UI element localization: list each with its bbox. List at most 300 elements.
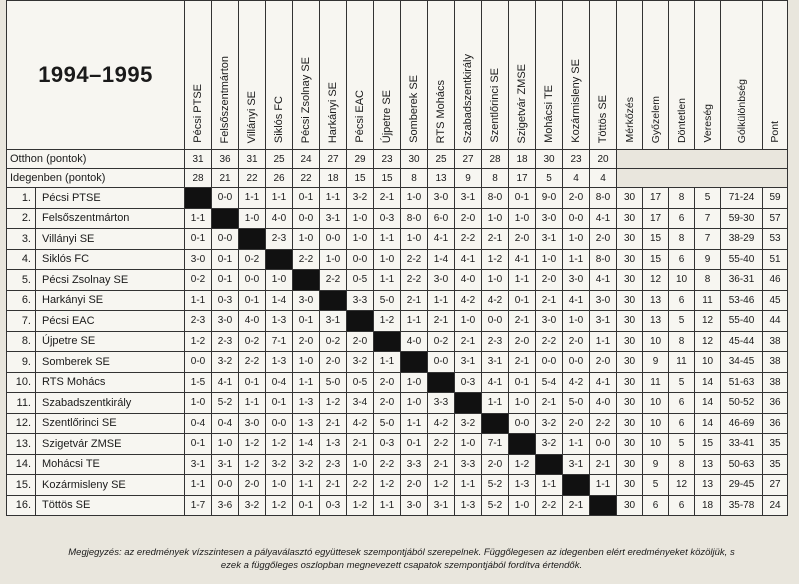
rank-cell: 4. — [7, 249, 36, 270]
stat-cell: 6 — [669, 290, 695, 311]
stat-cell: 14 — [695, 372, 721, 393]
stat-cell: 30 — [617, 413, 643, 434]
diagonal-cell — [455, 393, 482, 414]
stat-cell: 15 — [643, 249, 669, 270]
stat-cell: 30 — [617, 393, 643, 414]
result-cell: 2-0 — [455, 208, 482, 229]
table-row — [7, 331, 788, 352]
result-cell: 0-3 — [320, 495, 347, 516]
result-cell: 0-1 — [293, 188, 320, 209]
result-cell: 1-1 — [482, 393, 509, 414]
team-name-cell: Szabadszentkirály — [36, 393, 185, 414]
result-cell: 4-0 — [401, 331, 428, 352]
stat-cell: 30 — [617, 372, 643, 393]
result-cell: 1-0 — [293, 229, 320, 250]
result-cell: 1-1 — [374, 495, 401, 516]
result-cell: 2-1 — [590, 454, 617, 475]
result-cell: 0-1 — [293, 311, 320, 332]
result-cell: 6-0 — [428, 208, 455, 229]
result-cell: 1-5 — [185, 372, 212, 393]
column-header-team — [239, 1, 266, 150]
result-cell: 1-0 — [509, 393, 536, 414]
away-points-cell: 13 — [428, 169, 455, 188]
diagonal-cell — [482, 413, 509, 434]
result-cell: 1-1 — [185, 475, 212, 496]
team-name-cell: Somberek SE — [36, 352, 185, 373]
stat-cell: 53 — [763, 229, 788, 250]
result-cell: 1-2 — [320, 393, 347, 414]
result-cell: 1-2 — [374, 311, 401, 332]
column-header-team-label: Töttös SE — [597, 94, 609, 143]
column-header-team — [374, 1, 401, 150]
result-cell: 0-0 — [563, 352, 590, 373]
result-cell: 0-1 — [212, 270, 239, 291]
stat-cell: 5 — [643, 475, 669, 496]
column-header-team — [401, 1, 428, 150]
result-cell: 0-3 — [374, 434, 401, 455]
table-row — [7, 188, 788, 209]
result-cell: 3-0 — [239, 413, 266, 434]
result-cell: 3-0 — [428, 270, 455, 291]
stat-cell: 27 — [763, 475, 788, 496]
stat-cell: 51 — [763, 249, 788, 270]
result-cell: 1-2 — [428, 475, 455, 496]
stat-cell: 8 — [669, 188, 695, 209]
stat-cell: 59-30 — [721, 208, 763, 229]
stat-cell: 5 — [669, 311, 695, 332]
result-cell: 1-2 — [185, 331, 212, 352]
stat-cell: 30 — [617, 229, 643, 250]
stat-cell: 15 — [643, 229, 669, 250]
column-header-team — [347, 1, 374, 150]
result-cell: 1-0 — [455, 434, 482, 455]
result-cell: 2-3 — [185, 311, 212, 332]
result-cell: 0-1 — [185, 434, 212, 455]
column-header-stat — [643, 1, 669, 150]
stat-cell: 46 — [763, 270, 788, 291]
result-cell: 0-0 — [266, 413, 293, 434]
result-cell: 4-0 — [455, 270, 482, 291]
stat-cell: 30 — [617, 249, 643, 270]
table-row — [7, 270, 788, 291]
stat-cell: 10 — [643, 434, 669, 455]
result-cell: 0-1 — [185, 229, 212, 250]
column-header-stat-label: Pont — [769, 121, 781, 143]
result-cell: 0-0 — [320, 229, 347, 250]
column-header-team-label: Újpetre SE — [381, 89, 393, 143]
rank-cell: 2. — [7, 208, 36, 229]
empty-area — [617, 150, 788, 169]
result-cell: 9-0 — [536, 188, 563, 209]
result-cell: 1-3 — [320, 434, 347, 455]
result-cell: 7-1 — [482, 434, 509, 455]
result-cell: 1-0 — [212, 434, 239, 455]
result-cell: 5-2 — [482, 475, 509, 496]
team-name-cell: Kozármisleny SE — [36, 475, 185, 496]
away-points-cell: 8 — [401, 169, 428, 188]
column-header-stat — [695, 1, 721, 150]
diagonal-cell — [401, 352, 428, 373]
column-header-team-label: Felsőszentmárton — [219, 55, 231, 143]
result-cell: 1-4 — [428, 249, 455, 270]
table-row — [7, 413, 788, 434]
result-cell: 5-0 — [320, 372, 347, 393]
column-header-team — [320, 1, 347, 150]
result-cell: 0-1 — [293, 495, 320, 516]
result-cell: 1-1 — [401, 311, 428, 332]
result-cell: 4-2 — [428, 413, 455, 434]
column-header-team-label: Pécsi EAC — [354, 90, 366, 143]
result-cell: 2-1 — [509, 311, 536, 332]
stat-cell: 38 — [763, 352, 788, 373]
table-row — [7, 495, 788, 516]
table-row — [7, 229, 788, 250]
result-cell: 0-3 — [212, 290, 239, 311]
stat-cell: 6 — [669, 393, 695, 414]
diagonal-cell — [509, 434, 536, 455]
stat-cell: 24 — [763, 495, 788, 516]
stat-cell: 11 — [643, 372, 669, 393]
result-cell: 3-2 — [212, 352, 239, 373]
result-cell: 4-2 — [563, 372, 590, 393]
result-cell: 4-0 — [266, 208, 293, 229]
result-cell: 2-2 — [320, 270, 347, 291]
stat-cell: 10 — [669, 270, 695, 291]
result-cell: 1-1 — [293, 475, 320, 496]
column-header-stat-label: Gólkülönbség — [735, 78, 748, 143]
result-cell: 2-1 — [320, 475, 347, 496]
rank-cell: 10. — [7, 372, 36, 393]
result-cell: 2-0 — [293, 331, 320, 352]
result-cell: 1-1 — [293, 372, 320, 393]
rank-cell: 16. — [7, 495, 36, 516]
result-cell: 3-1 — [455, 352, 482, 373]
stat-cell: 9 — [695, 249, 721, 270]
result-cell: 2-0 — [320, 352, 347, 373]
result-cell: 1-1 — [509, 270, 536, 291]
away-points-cell: 8 — [482, 169, 509, 188]
result-cell: 0-0 — [293, 208, 320, 229]
stat-cell: 10 — [643, 331, 669, 352]
result-cell: 0-5 — [347, 372, 374, 393]
result-cell: 3-1 — [320, 311, 347, 332]
result-cell: 2-0 — [563, 331, 590, 352]
result-cell: 4-2 — [347, 413, 374, 434]
result-cell: 1-0 — [347, 454, 374, 475]
home-points-cell: 30 — [401, 150, 428, 169]
rank-cell: 6. — [7, 290, 36, 311]
result-cell: 8-0 — [482, 188, 509, 209]
stat-cell: 30 — [617, 331, 643, 352]
stat-cell: 17 — [643, 208, 669, 229]
diagonal-cell — [320, 290, 347, 311]
column-header-team — [590, 1, 617, 150]
away-points-label: Idegenben (pontok) — [7, 169, 185, 188]
result-cell: 2-1 — [428, 311, 455, 332]
home-points-cell: 31 — [239, 150, 266, 169]
result-cell: 1-1 — [320, 188, 347, 209]
team-name-cell: Pécsi EAC — [36, 311, 185, 332]
diagonal-cell — [266, 249, 293, 270]
result-cell: 2-0 — [590, 352, 617, 373]
result-cell: 2-0 — [536, 270, 563, 291]
stat-cell: 36-31 — [721, 270, 763, 291]
stat-cell: 13 — [695, 454, 721, 475]
away-points-cell: 22 — [293, 169, 320, 188]
result-cell: 2-3 — [482, 331, 509, 352]
result-cell: 3-1 — [590, 311, 617, 332]
result-cell: 2-1 — [374, 188, 401, 209]
stat-cell: 30 — [617, 208, 643, 229]
result-cell: 0-2 — [428, 331, 455, 352]
stat-cell: 12 — [695, 311, 721, 332]
stat-cell: 6 — [669, 208, 695, 229]
result-cell: 4-1 — [563, 290, 590, 311]
result-cell: 1-1 — [563, 434, 590, 455]
stat-cell: 30 — [617, 188, 643, 209]
away-points-cell: 17 — [509, 169, 536, 188]
result-cell: 0-0 — [239, 270, 266, 291]
result-cell: 8-0 — [590, 188, 617, 209]
result-cell: 3-2 — [293, 454, 320, 475]
stat-cell: 8 — [669, 331, 695, 352]
result-cell: 4-1 — [428, 229, 455, 250]
result-cell: 1-0 — [293, 352, 320, 373]
stat-cell: 71-24 — [721, 188, 763, 209]
result-cell: 8-0 — [590, 249, 617, 270]
result-cell: 0-0 — [212, 475, 239, 496]
result-cell: 2-2 — [536, 495, 563, 516]
table-row — [7, 434, 788, 455]
table-row — [7, 393, 788, 414]
stat-cell: 12 — [669, 475, 695, 496]
result-cell: 0-4 — [212, 413, 239, 434]
column-header-team — [455, 1, 482, 150]
column-header-team-label: Harkányi SE — [327, 81, 339, 143]
rank-cell: 14. — [7, 454, 36, 475]
result-cell: 0-1 — [239, 290, 266, 311]
home-points-cell: 24 — [293, 150, 320, 169]
empty-area — [617, 169, 788, 188]
result-cell: 1-2 — [374, 475, 401, 496]
result-cell: 1-3 — [455, 495, 482, 516]
footnote-line-1: Megjegyzés: az eredmények vízszintesen a pályaválasztó együttesek szempontjából szerepelnek. Függőlegesen az idegenben elért eredményeket közöljük, s — [68, 547, 735, 558]
result-cell: 2-2 — [293, 249, 320, 270]
result-cell: 2-1 — [509, 352, 536, 373]
stat-cell: 5 — [669, 372, 695, 393]
stat-cell: 10 — [643, 393, 669, 414]
result-cell: 1-0 — [482, 208, 509, 229]
result-cell: 2-0 — [374, 393, 401, 414]
home-points-label: Otthon (pontok) — [7, 150, 185, 169]
result-cell: 1-1 — [374, 352, 401, 373]
result-cell: 2-2 — [347, 475, 374, 496]
stat-cell: 45-44 — [721, 331, 763, 352]
team-name-cell: Felsőszentmárton — [36, 208, 185, 229]
home-points-cell: 31 — [185, 150, 212, 169]
result-cell: 3-0 — [536, 208, 563, 229]
result-cell: 1-0 — [401, 393, 428, 414]
away-points-cell: 9 — [455, 169, 482, 188]
result-cell: 0-0 — [212, 229, 239, 250]
result-cell: 0-4 — [185, 413, 212, 434]
result-cell: 2-0 — [509, 229, 536, 250]
stat-cell: 13 — [643, 311, 669, 332]
result-cell: 2-1 — [563, 495, 590, 516]
home-points-cell: 28 — [482, 150, 509, 169]
result-cell: 3-0 — [401, 495, 428, 516]
diagonal-cell — [536, 454, 563, 475]
home-points-cell: 23 — [563, 150, 590, 169]
stat-cell: 34-45 — [721, 352, 763, 373]
stat-cell: 50-63 — [721, 454, 763, 475]
result-cell: 1-4 — [266, 290, 293, 311]
result-cell: 2-1 — [455, 331, 482, 352]
result-cell: 3-2 — [536, 413, 563, 434]
result-cell: 3-3 — [455, 454, 482, 475]
stat-cell: 30 — [617, 352, 643, 373]
column-header-team-label: Szentlőrinci SE — [489, 68, 501, 143]
diagonal-cell — [293, 270, 320, 291]
result-cell: 1-2 — [239, 454, 266, 475]
stat-cell: 35-78 — [721, 495, 763, 516]
stat-cell: 33-41 — [721, 434, 763, 455]
result-cell: 4-1 — [590, 208, 617, 229]
team-name-cell: Siklós FC — [36, 249, 185, 270]
table-row — [7, 372, 788, 393]
result-cell: 1-0 — [509, 208, 536, 229]
table-row — [7, 290, 788, 311]
result-cell: 1-2 — [266, 495, 293, 516]
column-header-stat-label: Mérkőzés — [623, 97, 636, 143]
stat-cell: 8 — [669, 229, 695, 250]
result-cell: 3-3 — [428, 393, 455, 414]
result-cell: 2-2 — [536, 331, 563, 352]
result-cell: 2-1 — [401, 290, 428, 311]
result-cell: 1-2 — [239, 434, 266, 455]
result-cell: 2-2 — [428, 434, 455, 455]
column-header-team — [536, 1, 563, 150]
result-cell: 0-2 — [239, 331, 266, 352]
table-row — [7, 249, 788, 270]
stat-cell: 5 — [695, 188, 721, 209]
result-cell: 2-0 — [374, 372, 401, 393]
result-cell: 1-0 — [347, 229, 374, 250]
rank-cell: 13. — [7, 434, 36, 455]
stat-cell: 13 — [643, 290, 669, 311]
column-header-team-label: Pécsi Zsolnay SE — [300, 56, 312, 143]
result-cell: 2-1 — [482, 229, 509, 250]
team-name-cell: RTS Mohács — [36, 372, 185, 393]
stat-cell: 9 — [643, 352, 669, 373]
team-name-cell: Pécsi PTSE — [36, 188, 185, 209]
result-cell: 3-1 — [428, 495, 455, 516]
result-cell: 2-2 — [455, 229, 482, 250]
result-cell: 0-2 — [185, 270, 212, 291]
result-cell: 1-1 — [239, 393, 266, 414]
result-cell: 2-0 — [509, 331, 536, 352]
stat-cell: 8 — [669, 454, 695, 475]
result-cell: 3-1 — [185, 454, 212, 475]
stat-cell: 7 — [695, 229, 721, 250]
result-cell: 0-0 — [563, 208, 590, 229]
column-header-team-label: Mohácsi TE — [543, 85, 555, 143]
column-header-team-label: Szigetvár ZMSE — [516, 63, 528, 143]
result-cell: 0-3 — [455, 372, 482, 393]
away-points-cell: 15 — [374, 169, 401, 188]
diagonal-cell — [374, 331, 401, 352]
column-header-team — [266, 1, 293, 150]
results-table — [6, 0, 788, 516]
result-cell: 1-0 — [401, 372, 428, 393]
stat-cell: 6 — [669, 249, 695, 270]
stat-cell: 36 — [763, 413, 788, 434]
result-cell: 3-6 — [212, 495, 239, 516]
footnote-line-2: ezek a függőleges oszlopban megnevezett csapatok szempontjából fordítva értendők. — [220, 560, 583, 571]
result-cell: 3-2 — [347, 188, 374, 209]
result-cell: 5-0 — [374, 413, 401, 434]
result-cell: 3-1 — [536, 229, 563, 250]
stat-cell: 12 — [643, 270, 669, 291]
result-cell: 2-2 — [374, 454, 401, 475]
result-cell: 0-0 — [590, 434, 617, 455]
result-cell: 1-4 — [293, 434, 320, 455]
column-header-stat — [721, 1, 763, 150]
result-cell: 1-1 — [185, 208, 212, 229]
home-points-cell: 27 — [455, 150, 482, 169]
table-row — [7, 475, 788, 496]
stat-cell: 30 — [617, 475, 643, 496]
result-cell: 0-1 — [401, 434, 428, 455]
stat-cell: 30 — [617, 311, 643, 332]
stat-cell: 35 — [763, 434, 788, 455]
result-cell: 3-1 — [563, 454, 590, 475]
result-cell: 1-1 — [590, 475, 617, 496]
stat-cell: 6 — [669, 413, 695, 434]
column-header-team-label: Siklós FC — [273, 95, 285, 143]
result-cell: 1-1 — [401, 413, 428, 434]
result-cell: 1-2 — [266, 434, 293, 455]
stat-cell: 14 — [695, 413, 721, 434]
result-cell: 2-0 — [239, 475, 266, 496]
column-header-stat — [617, 1, 643, 150]
home-points-cell: 30 — [536, 150, 563, 169]
result-cell: 3-1 — [212, 454, 239, 475]
result-cell: 1-3 — [266, 352, 293, 373]
stat-cell: 29-45 — [721, 475, 763, 496]
result-cell: 0-2 — [320, 331, 347, 352]
stat-cell: 38-29 — [721, 229, 763, 250]
result-cell: 3-2 — [239, 495, 266, 516]
result-cell: 1-1 — [185, 290, 212, 311]
result-cell: 3-2 — [455, 413, 482, 434]
table-row — [7, 208, 788, 229]
home-points-cell: 25 — [266, 150, 293, 169]
season-title-text: 1994–1995 — [38, 62, 153, 87]
result-cell: 1-1 — [536, 475, 563, 496]
stat-cell: 38 — [763, 331, 788, 352]
result-cell: 1-0 — [320, 249, 347, 270]
result-cell: 1-7 — [185, 495, 212, 516]
result-cell: 1-0 — [563, 311, 590, 332]
result-cell: 1-2 — [347, 495, 374, 516]
result-cell: 0-1 — [239, 372, 266, 393]
column-header-team-label: Somberek SE — [408, 75, 420, 143]
diagonal-cell — [212, 208, 239, 229]
away-points-cell: 18 — [320, 169, 347, 188]
rank-cell: 8. — [7, 331, 36, 352]
result-cell: 5-2 — [482, 495, 509, 516]
